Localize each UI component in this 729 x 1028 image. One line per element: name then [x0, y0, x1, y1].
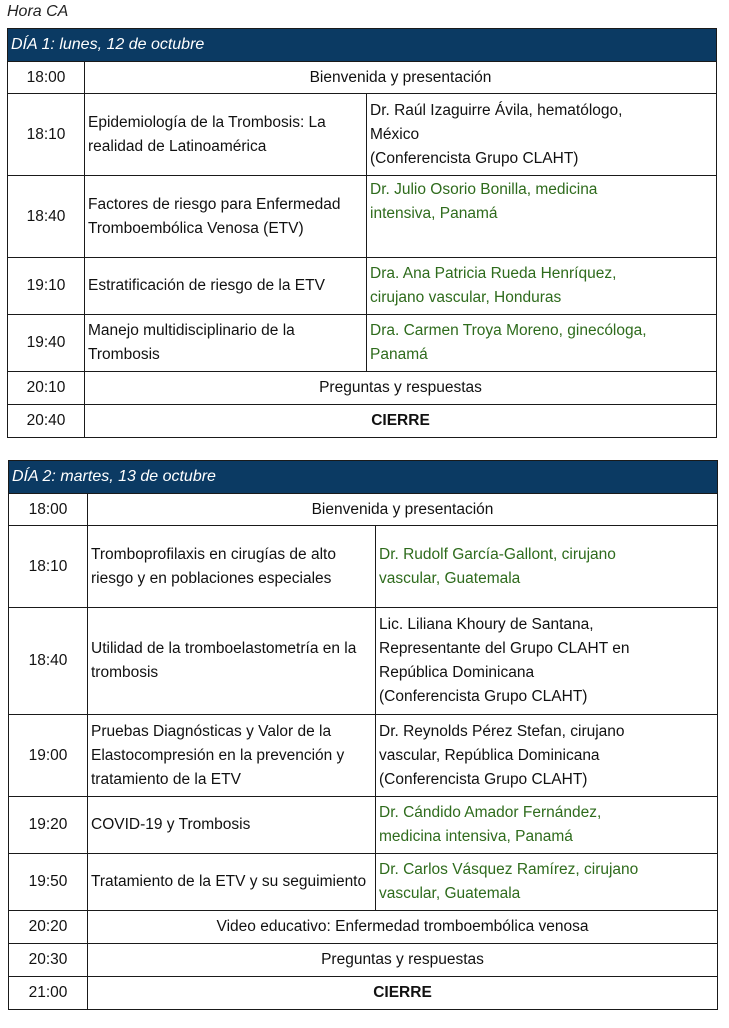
speaker-cell — [367, 315, 717, 372]
table-row — [9, 977, 718, 1010]
speaker-cell — [367, 176, 717, 258]
session-cell: Preguntas y respuestas — [85, 372, 717, 405]
time-cell: 20:10 — [8, 372, 85, 405]
time-cell: 19:40 — [8, 315, 85, 372]
table-row — [8, 94, 717, 176]
topic-cell: Manejo multidisciplinario de la Trombosis — [85, 315, 367, 372]
day-header: DÍA 1: lunes, 12 de octubre — [8, 29, 717, 62]
time-cell: 18:10 — [9, 526, 88, 608]
table-row — [8, 62, 717, 94]
time-cell: 18:00 — [9, 494, 88, 526]
speaker-cell — [367, 258, 717, 315]
topic-cell: Tratamiento de la ETV y su seguimiento — [88, 854, 376, 911]
time-cell: 19:00 — [9, 715, 88, 797]
topic-cell: COVID-19 y Trombosis — [88, 797, 376, 854]
table-row — [8, 405, 717, 438]
speaker-cell — [376, 797, 718, 854]
speaker-line: Dr. Raúl Izaguirre Ávila, hematólogo, — [370, 101, 623, 119]
speaker-line: (Conferencista Grupo CLAHT) — [370, 149, 579, 167]
table-row — [9, 797, 718, 854]
table-row — [8, 372, 717, 405]
time-cell: 18:10 — [8, 94, 85, 176]
day-header: DÍA 2: martes, 13 de octubre — [9, 461, 718, 494]
table-row — [9, 715, 718, 797]
speaker-line: Dr. Reynolds Pérez Stefan, cirujano — [379, 722, 625, 740]
day-1-agenda-table — [7, 28, 717, 438]
topic-cell: Pruebas Diagnósticas y Valor de la Elastocompresión en la prevención y tratamiento de la ETV — [88, 715, 376, 797]
time-cell: 19:20 — [9, 797, 88, 854]
time-cell: 20:40 — [8, 405, 85, 438]
session-cell: Bienvenida y presentación — [88, 494, 718, 526]
speaker-line: vascular, Guatemala — [379, 885, 521, 902]
speaker-line: (Conferencista Grupo CLAHT) — [379, 688, 588, 705]
session-cell: Video educativo: Enfermedad tromboembólica venosa — [88, 911, 718, 944]
table-row — [9, 854, 718, 911]
session-cell: CIERRE — [85, 405, 717, 438]
topic-cell: Tromboprofilaxis en cirugías de alto riesgo y en poblaciones especiales — [88, 526, 376, 608]
time-cell: 18:00 — [8, 62, 85, 94]
table-row — [8, 315, 717, 372]
speaker-line: vascular, Guatemala — [379, 569, 521, 587]
speaker-cell — [376, 715, 718, 797]
speaker-line: intensiva, Panamá — [370, 205, 498, 222]
speaker-line: Dra. Ana Patricia Rueda Henríquez, — [370, 265, 617, 282]
topic-cell: Utilidad de la tromboelastometría en la trombosis — [88, 608, 376, 715]
time-cell: 20:30 — [9, 944, 88, 977]
time-cell: 19:10 — [8, 258, 85, 315]
speaker-line: medicina intensiva, Panamá — [379, 828, 573, 845]
speaker-cell — [376, 854, 718, 911]
speaker-line: cirujano vascular, Honduras — [370, 289, 562, 306]
time-cell: 18:40 — [9, 608, 88, 715]
table-row — [9, 944, 718, 977]
topic-cell: Factores de riesgo para Enfermedad Tromboembólica Venosa (ETV) — [85, 176, 367, 258]
speaker-line: Dr. Rudolf García-Gallont, cirujano — [379, 545, 616, 563]
speaker-line: Dr. Julio Osorio Bonilla, medicina — [370, 181, 598, 198]
speaker-cell — [367, 94, 717, 176]
topic-cell: Estratificación de riesgo de la ETV — [85, 258, 367, 315]
session-cell: Bienvenida y presentación — [85, 62, 717, 94]
table-row — [8, 176, 717, 258]
table-row — [9, 608, 718, 715]
speaker-line: (Conferencista Grupo CLAHT) — [379, 770, 588, 788]
speaker-cell — [376, 608, 718, 715]
session-cell: CIERRE — [88, 977, 718, 1010]
speaker-line: Lic. Liliana Khoury de Santana, — [379, 616, 594, 633]
topic-cell: Epidemiología de la Trombosis: La realidad de Latinoamérica — [85, 94, 367, 176]
session-cell: Preguntas y respuestas — [88, 944, 718, 977]
speaker-line: Dr. Carlos Vásquez Ramírez, cirujano — [379, 861, 639, 878]
speaker-cell — [376, 526, 718, 608]
time-cell: 21:00 — [9, 977, 88, 1010]
speaker-line: Dra. Carmen Troya Moreno, ginecóloga, — [370, 322, 647, 339]
table-row — [9, 911, 718, 944]
day-2-agenda-table — [8, 460, 718, 1010]
speaker-line: México — [370, 125, 420, 143]
table-row — [9, 494, 718, 526]
time-cell: 18:40 — [8, 176, 85, 258]
speaker-line: República Dominicana — [379, 664, 535, 681]
speaker-line: Representante del Grupo CLAHT en — [379, 640, 630, 657]
time-cell: 19:50 — [9, 854, 88, 911]
timezone-label: Hora CA — [7, 3, 69, 20]
speaker-line: Dr. Cándido Amador Fernández, — [379, 804, 602, 821]
time-cell: 20:20 — [9, 911, 88, 944]
speaker-line: vascular, República Dominicana — [379, 746, 600, 764]
table-row — [8, 258, 717, 315]
speaker-line: Panamá — [370, 346, 428, 363]
table-row — [9, 526, 718, 608]
